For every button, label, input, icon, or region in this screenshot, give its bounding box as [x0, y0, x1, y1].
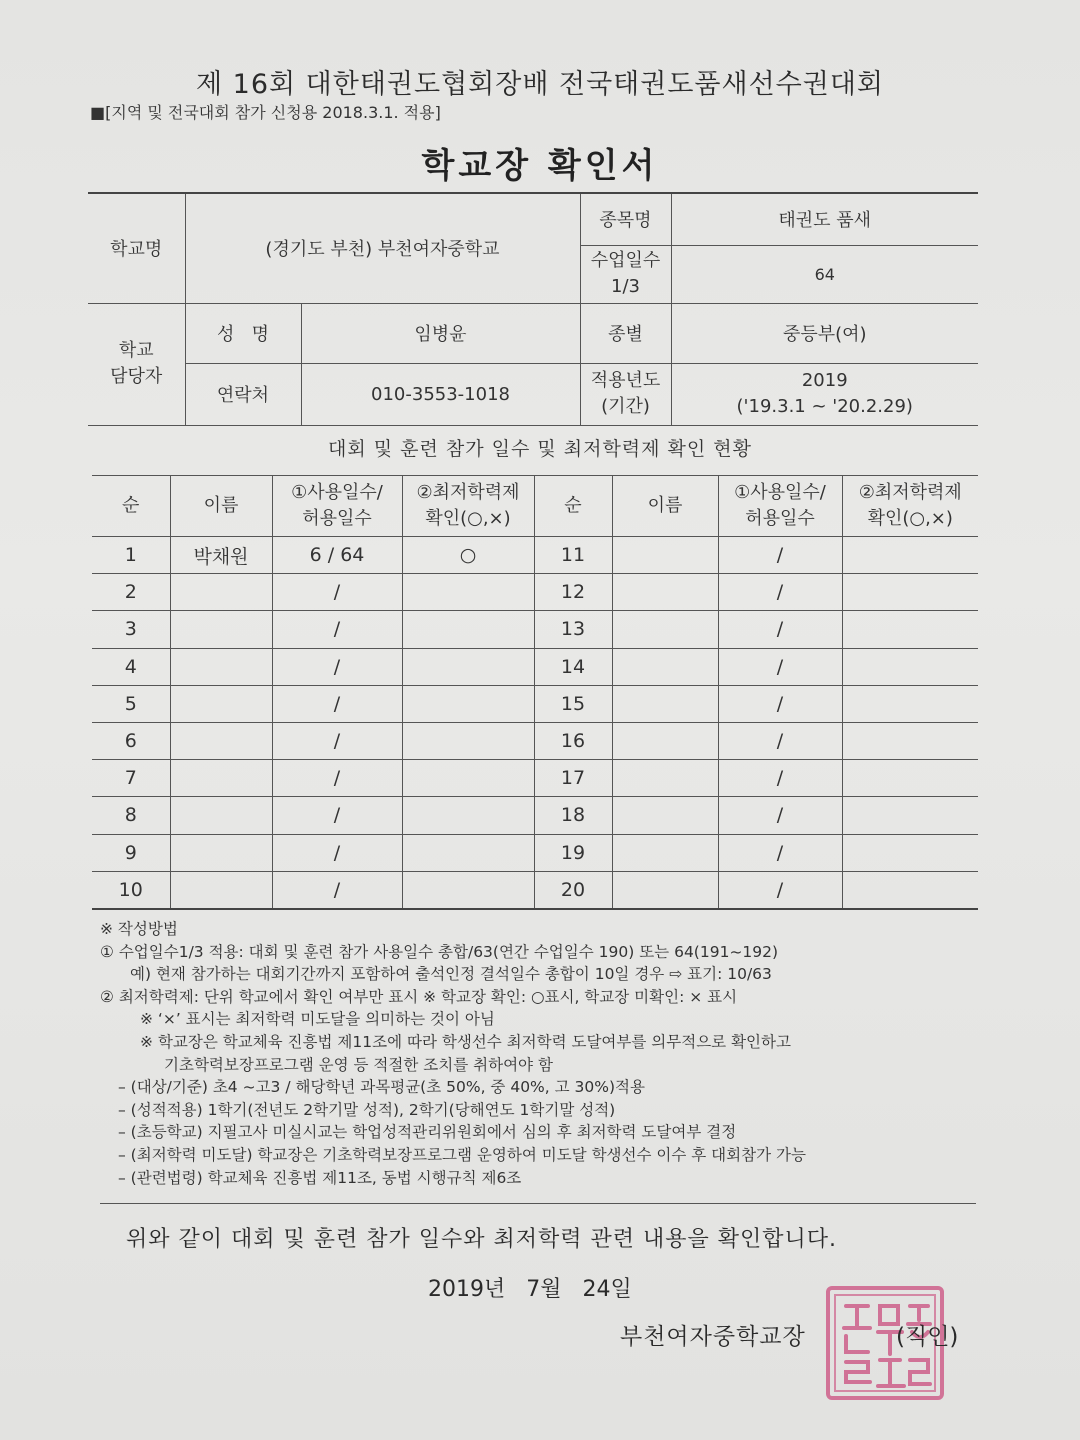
event-label: 종목명	[580, 193, 671, 245]
document-title: 학교장 확인서	[421, 146, 659, 186]
row-number: 20	[534, 871, 612, 909]
manager-label-line2: 담당자	[110, 366, 163, 387]
header-days-left	[272, 476, 402, 537]
year-value-line1: 2019	[801, 370, 848, 391]
row-number: 1	[92, 537, 170, 574]
note-line: 기초학력보장프로그램 운영 등 적절한 조치를 취하여야 함	[164, 1055, 553, 1074]
days-used: /	[272, 611, 402, 648]
min-academic-check	[402, 648, 534, 685]
row-number: 11	[534, 537, 612, 574]
school-info-table	[88, 192, 978, 426]
days-used: /	[718, 537, 842, 574]
note-line: ② 최저학력제: 단위 학교에서 확인 여부만 표시 ※ 학교장 확인: ○표시, 학교장 미확인: × 표시	[100, 987, 738, 1006]
note-line: ① 수업일수1/3 적용: 대회 및 훈련 참가 사용일수 총합/63(연간 수업일수 190) 또는 64(191~192)	[100, 942, 779, 961]
min-academic-check	[842, 722, 978, 759]
min-academic-check	[402, 834, 534, 871]
row-number: 15	[534, 685, 612, 722]
header-check-line2: 확인(○,×)	[425, 508, 511, 529]
participant-name	[612, 537, 718, 574]
table-row	[92, 797, 978, 834]
row-number: 16	[534, 722, 612, 759]
table-row	[92, 722, 978, 759]
participant-name	[612, 797, 718, 834]
participant-name	[170, 834, 272, 871]
min-academic-check	[842, 537, 978, 574]
min-academic-check	[402, 722, 534, 759]
participant-name	[612, 871, 718, 909]
min-academic-check	[842, 797, 978, 834]
participant-name	[612, 760, 718, 797]
confirmation-statement: 위와 같이 대회 및 훈련 참가 일수와 최저학력 관련 내용을 확인합니다.	[126, 1227, 837, 1252]
row-number: 5	[92, 685, 170, 722]
row-number: 19	[534, 834, 612, 871]
table-row	[92, 611, 978, 648]
divider	[100, 1203, 976, 1204]
participant-name	[612, 722, 718, 759]
days-used: /	[718, 648, 842, 685]
days-used: /	[718, 797, 842, 834]
notes-heading: ※ 작성방법	[100, 920, 178, 938]
note-line: – (성적적용) 1학기(전년도 2학기말 성적), 2학기(당해연도 1학기말 성적)	[118, 1100, 616, 1119]
min-academic-check	[402, 871, 534, 909]
min-academic-check	[842, 834, 978, 871]
table-row	[92, 537, 978, 574]
days-used: 6 / 64	[272, 537, 402, 574]
min-academic-check	[842, 648, 978, 685]
participant-name: 박채원	[170, 537, 272, 574]
min-academic-check	[842, 760, 978, 797]
class-days-value: 64	[671, 245, 978, 303]
row-number: 3	[92, 611, 170, 648]
participant-name	[170, 574, 272, 611]
note-line: – (관련법령) 학교체육 진흥법 제11조, 동법 시행규칙 제6조	[118, 1168, 522, 1187]
note-line: – (대상/기준) 초4 ~고3 / 해당학년 과목평균(초 50%, 중 40%, 고 30%)적용	[118, 1078, 645, 1097]
table-row	[92, 574, 978, 611]
class-days-label	[580, 245, 671, 303]
header-check-right	[842, 476, 978, 537]
days-used: /	[718, 871, 842, 909]
participant-name	[612, 611, 718, 648]
row-number: 18	[534, 797, 612, 834]
row-number: 9	[92, 834, 170, 871]
min-academic-check	[402, 760, 534, 797]
class-days-label-line1: 수업일수	[590, 250, 661, 271]
manager-label-line1: 학교	[118, 340, 154, 361]
participant-name	[170, 871, 272, 909]
min-academic-check	[842, 611, 978, 648]
header-name-right: 이름	[612, 476, 718, 537]
min-academic-check	[402, 685, 534, 722]
min-academic-check	[842, 685, 978, 722]
row-number: 14	[534, 648, 612, 685]
note-line: ※ ‘×’ 표시는 최저학력 미도달을 의미하는 것이 아님	[140, 1010, 495, 1029]
participant-name	[612, 648, 718, 685]
contact-value: 010-3553-1018	[301, 363, 580, 425]
note-line: – (최저학력 미도달) 학교장은 기초학력보장프로그램 운영하여 미도달 학생선수 이수 후 대회참가 가능	[118, 1145, 806, 1164]
participant-name	[170, 611, 272, 648]
min-academic-check	[402, 797, 534, 834]
manager-name-label: 성 명	[185, 303, 301, 363]
header-check-left	[402, 476, 534, 537]
days-used: /	[272, 685, 402, 722]
row-number: 10	[92, 871, 170, 909]
min-academic-check	[842, 574, 978, 611]
participant-name	[612, 685, 718, 722]
participation-table	[92, 475, 978, 910]
school-name-label: 학교명	[88, 193, 185, 303]
manager-label	[88, 303, 185, 425]
row-number: 12	[534, 574, 612, 611]
days-used: /	[718, 574, 842, 611]
header-days-line1: ①사용일수/	[734, 482, 826, 503]
participant-name	[612, 574, 718, 611]
min-academic-check	[842, 871, 978, 909]
instructions	[100, 918, 980, 1189]
table-header-row	[92, 476, 978, 537]
header-days-line2: 허용일수	[302, 508, 372, 529]
header-no-right: 순	[534, 476, 612, 537]
year-label	[580, 363, 671, 425]
participant-name	[170, 722, 272, 759]
year-value-line2: ('19.3.1 ~ '20.2.29)	[736, 396, 913, 417]
days-used: /	[272, 797, 402, 834]
header-check-line1: ②최저학력제	[416, 482, 520, 503]
days-used: /	[718, 611, 842, 648]
table-body	[92, 537, 978, 909]
seal-label: (직인)	[896, 1324, 959, 1350]
contact-label: 연락처	[185, 363, 301, 425]
participant-name	[170, 685, 272, 722]
category-value: 중등부(여)	[671, 303, 978, 363]
year-label-line2: (기간)	[601, 396, 650, 417]
note-line: 예) 현재 참가하는 대회기간까지 포함하여 출석인정 결석일수 총합이 10일 경우 ⇨ 표기: 10/63	[130, 965, 772, 984]
participant-name	[170, 797, 272, 834]
table-row	[92, 685, 978, 722]
row-number: 6	[92, 722, 170, 759]
days-used: /	[272, 760, 402, 797]
participant-name	[170, 760, 272, 797]
section-title: 대회 및 훈련 참가 일수 및 최저학력제 확인 현황	[327, 438, 753, 460]
days-used: /	[718, 834, 842, 871]
participant-name	[612, 834, 718, 871]
days-used: /	[272, 574, 402, 611]
participant-name	[170, 648, 272, 685]
min-academic-check	[402, 611, 534, 648]
issue-date: 2019년 7월 24일	[428, 1277, 632, 1302]
days-used: /	[272, 722, 402, 759]
table-row	[92, 648, 978, 685]
row-number: 13	[534, 611, 612, 648]
school-name-value: (경기도 부천) 부천여자중학교	[185, 193, 580, 303]
header-check-line2: 확인(○,×)	[867, 508, 953, 529]
header-name-left: 이름	[170, 476, 272, 537]
header-no-left: 순	[92, 476, 170, 537]
class-days-label-line2: 1/3	[611, 276, 640, 297]
category-label: 종별	[580, 303, 671, 363]
form-note: ■[지역 및 전국대회 참가 신청용 2018.3.1. 적용]	[90, 103, 441, 122]
header-days-right	[718, 476, 842, 537]
note-line: ※ 학교장은 학교체육 진흥법 제11조에 따라 학생선수 최저학력 도달여부를 의무적으로 확인하고	[140, 1032, 791, 1051]
min-academic-check	[402, 574, 534, 611]
min-academic-check: ○	[402, 537, 534, 574]
header-days-line2: 허용일수	[745, 508, 815, 529]
row-number: 7	[92, 760, 170, 797]
row-number: 17	[534, 760, 612, 797]
row-number: 8	[92, 797, 170, 834]
event-value: 태권도 품새	[671, 193, 978, 245]
days-used: /	[272, 871, 402, 909]
table-row	[92, 760, 978, 797]
table-row	[92, 871, 978, 909]
days-used: /	[718, 722, 842, 759]
days-used: /	[718, 760, 842, 797]
days-used: /	[272, 834, 402, 871]
days-used: /	[272, 648, 402, 685]
header-days-line1: ①사용일수/	[291, 482, 383, 503]
principal-signature-line: 부천여자중학교장	[620, 1324, 806, 1350]
year-value	[671, 363, 978, 425]
days-used: /	[718, 685, 842, 722]
note-line: – (초등학교) 지필고사 미실시교는 학업성적관리위원회에서 심의 후 최저학력 도달여부 결정	[118, 1123, 737, 1142]
header-check-line1: ②최저학력제	[858, 482, 962, 503]
event-title: 제 16회 대한태권도협회장배 전국태권도품새선수권대회	[196, 69, 884, 100]
table-row	[92, 834, 978, 871]
year-label-line1: 적용년도	[590, 370, 661, 391]
manager-name-value: 임병윤	[301, 303, 580, 363]
row-number: 2	[92, 574, 170, 611]
row-number: 4	[92, 648, 170, 685]
